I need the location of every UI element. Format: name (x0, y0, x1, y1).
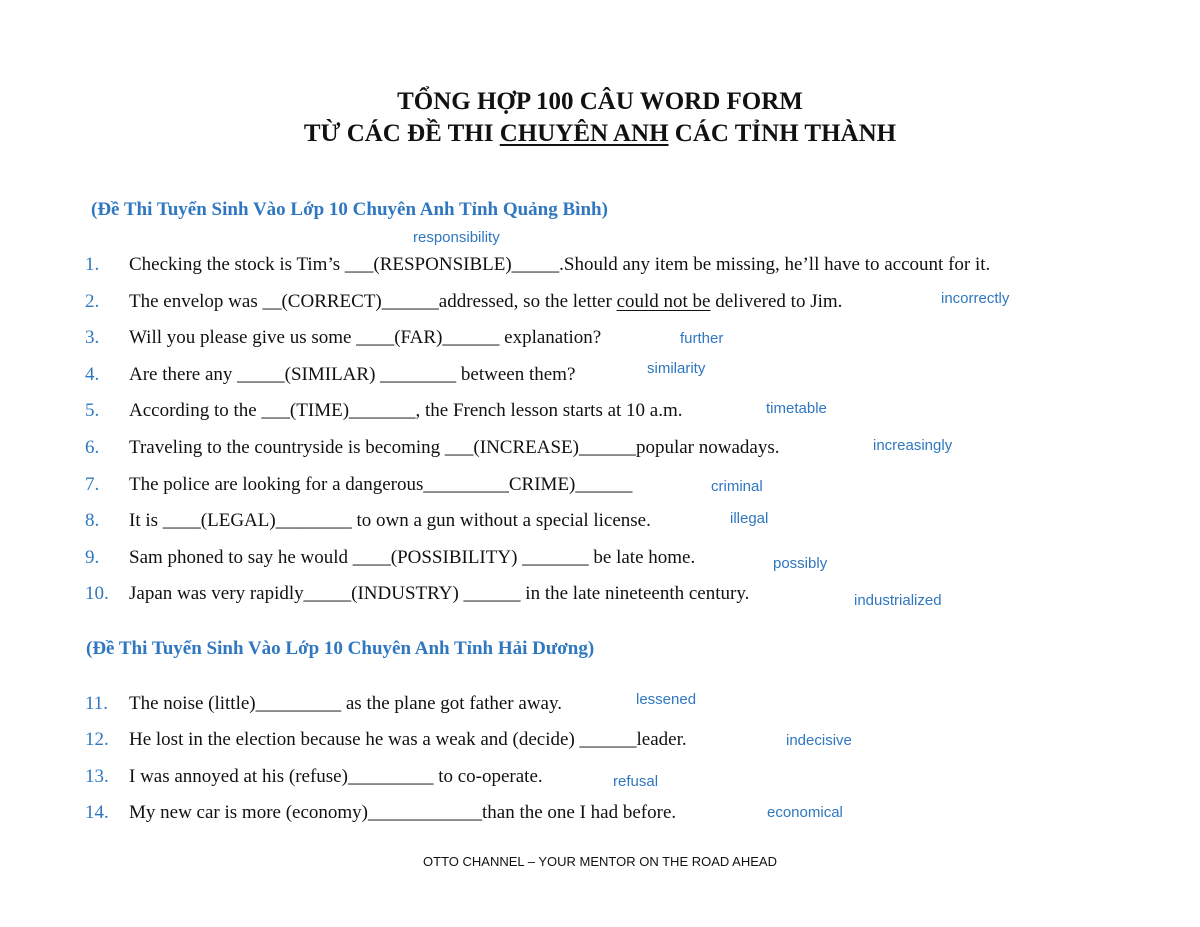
question-text: Traveling to the countryside is becoming ___(INCREASE)______popular nowadays. (129, 437, 780, 458)
title-underlined-text: CHUYÊN ANH (499, 120, 669, 147)
answer-14: economical (767, 804, 843, 821)
question-11 (85, 693, 562, 715)
question-text: The police are looking for a dangerous_________CRIME)______ (129, 474, 633, 495)
answer-5: timetable (766, 400, 827, 417)
answer-13: refusal (613, 773, 659, 790)
answer-3: further (680, 330, 724, 347)
question-number: 3. (85, 327, 100, 348)
question-6 (85, 437, 780, 459)
question-2 (85, 291, 842, 313)
question-13 (85, 766, 543, 788)
answer-8: illegal (730, 510, 769, 527)
question-text: It is ____(LEGAL)________ to own a gun without a special license. (129, 510, 651, 531)
question-14 (85, 802, 676, 824)
question-number: 2. (85, 291, 100, 312)
underlined-phrase: could not be (616, 291, 711, 312)
answer-10: industrialized (854, 592, 942, 609)
question-text: Japan was very rapidly_____(INDUSTRY) ______ in the late nineteenth century. (129, 583, 750, 604)
question-text: Sam phoned to say he would ____(POSSIBILITY) _______ be late home. (129, 547, 696, 568)
question-3 (85, 327, 601, 349)
answer-11: lessened (636, 691, 697, 708)
question-text-end: delivered to Jim. (710, 291, 843, 312)
answer-1: responsibility (413, 229, 500, 246)
question-text: My new car is more (economy)____________than the one I had before. (129, 802, 677, 823)
question-number: 1. (85, 254, 100, 275)
question-text: I was annoyed at his (refuse)_________ to co-operate. (129, 766, 543, 787)
question-number: 4. (85, 364, 100, 385)
title-line-2 (0, 119, 1200, 149)
question-text: Are there any _____(SIMILAR) ________ between them? (129, 364, 576, 385)
answer-2: incorrectly (941, 290, 1010, 307)
title-line-2-start: TỪ CÁC ĐỀ THI (303, 120, 500, 147)
question-number: 14. (85, 802, 109, 823)
question-number: 10. (85, 583, 109, 604)
question-number: 6. (85, 437, 100, 458)
question-5 (85, 400, 683, 422)
question-number: 9. (85, 547, 100, 568)
question-text: The noise (little)_________ as the plane got father away. (129, 693, 562, 714)
question-text: According to the ___(TIME)_______, the French lesson starts at 10 a.m. (129, 400, 683, 421)
question-text: The envelop was __(CORRECT)______addressed, so the letter (129, 291, 617, 312)
question-7 (85, 474, 632, 496)
page-footer: OTTO CHANNEL – YOUR MENTOR ON THE ROAD AHEAD (423, 854, 777, 869)
question-text: Checking the stock is Tim’s ___(RESPONSIBLE)_____.Should any item be missing, he’ll have to account for it. (129, 254, 991, 275)
question-number: 13. (85, 766, 109, 787)
question-number: 12. (85, 729, 109, 750)
question-12 (85, 729, 687, 751)
question-9 (85, 547, 695, 569)
question-number: 11. (85, 693, 109, 714)
question-number: 5. (85, 400, 100, 421)
question-text: Will you please give us some ____(FAR)______ explanation? (129, 327, 602, 348)
question-number: 8. (85, 510, 100, 531)
title-line-1: TỔNG HỢP 100 CÂU WORD FORM (397, 88, 803, 115)
answer-6: increasingly (873, 437, 953, 454)
answer-4: similarity (647, 360, 706, 377)
question-text: He lost in the election because he was a weak and (decide) ______leader. (129, 729, 687, 750)
question-8 (85, 510, 651, 532)
question-1 (85, 254, 990, 276)
answer-9: possibly (773, 555, 828, 572)
answer-7: criminal (711, 478, 763, 495)
section-heading-quang-binh: (Đề Thi Tuyển Sinh Vào Lớp 10 Chuyên Anh Tỉnh Quảng Bình) (91, 199, 608, 220)
title-line-2-end: CÁC TỈNH THÀNH (668, 120, 897, 147)
question-10 (85, 583, 749, 605)
answer-12: indecisive (786, 732, 852, 749)
question-number: 7. (85, 474, 100, 495)
question-4 (85, 364, 575, 386)
section-heading-hai-duong: (Đề Thi Tuyển Sinh Vào Lớp 10 Chuyên Anh Tỉnh Hải Dương) (86, 638, 595, 659)
